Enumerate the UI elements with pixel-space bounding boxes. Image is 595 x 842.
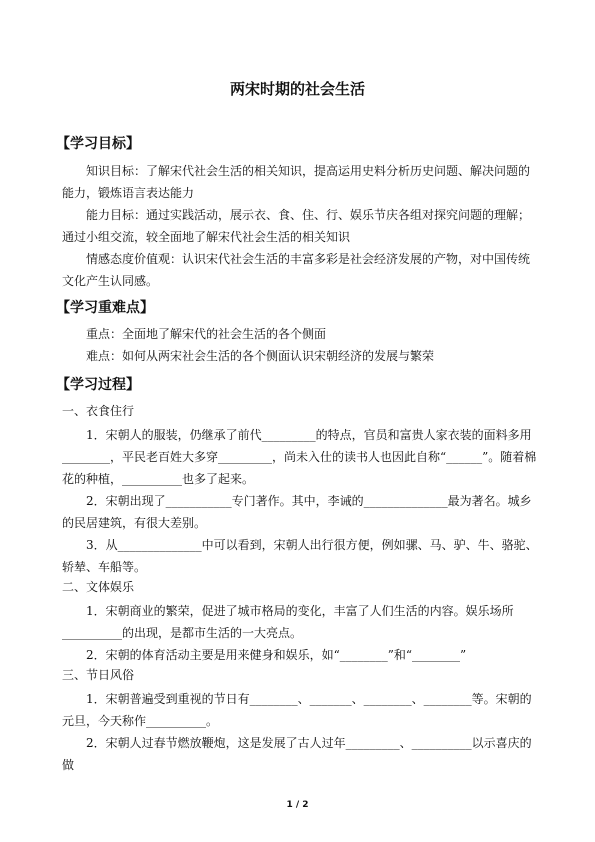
process-heading-3: 三、节日风俗 bbox=[62, 668, 135, 682]
goal-emotion: 情感态度价值观：认识宋代社会生活的丰富多彩是社会经济发展的产物，对中国传统文化产生认同感。 bbox=[62, 252, 531, 288]
key-difficulty: 难点：如何从两宋社会生活的各个侧面认识宋朝经济的发展与繁荣 bbox=[86, 349, 435, 363]
section-heading-process: 【学习过程】 bbox=[56, 377, 140, 393]
question-7: 2．宋朝人过春节燃放鞭炮，这是发展了古人过年_________、__________以示喜庆的做 bbox=[62, 736, 532, 772]
section-heading-goals: 【学习目标】 bbox=[56, 136, 140, 152]
page-number: 1 / 2 bbox=[286, 800, 309, 810]
question-5: 2．宋朝的体育活动主要是用来健身和娱乐，如“________”和“________” bbox=[86, 648, 467, 662]
process-heading-2: 二、文体娱乐 bbox=[62, 580, 135, 594]
question-2: 2．宋朝出现了___________专门著作。其中，李诫的______________最为著名。城乡的民居建筑，有很大差别。 bbox=[62, 494, 532, 530]
key-focus: 重点：全面地了解宋代的社会生活的各个侧面 bbox=[86, 327, 327, 341]
goal-knowledge: 知识目标：了解宋代社会生活的相关知识，提高运用史料分析历史问题、解决问题的能力，锻炼语言表达能力 bbox=[62, 164, 531, 200]
process-heading-1: 一、衣食住行 bbox=[62, 404, 135, 418]
question-4: 1．宋朝商业的繁荣，促进了城市格局的变化，丰富了人们生活的内容。娱乐场所__________的出现，是都市生活的一大亮点。 bbox=[62, 604, 514, 640]
page-title: 两宋时期的社会生活 bbox=[229, 80, 365, 98]
section-heading-key-points: 【学习重难点】 bbox=[56, 300, 154, 316]
question-6: 1．宋朝普遍受到重视的节日有________、_______、________、________等。宋朝的元旦，今天称作__________。 bbox=[62, 692, 532, 728]
question-1: 1．宋朝人的服装，仍继承了前代_________的特点，官员和富贵人家衣装的面料多用________，平民老百姓大多穿_________，尚未入仕的读书人也因此自称“______”。随着棉花的种植，__________也多了起来。 bbox=[62, 428, 537, 486]
goal-ability: 能力目标：通过实践活动，展示衣、食、住、行、娱乐节庆各组对探究问题的理解；通过小组交流，较全面地了解宋代社会生活的相关知识 bbox=[62, 208, 531, 244]
question-3: 3．从______________中可以看到，宋朝人出行很方便，例如骡、马、驴、牛、骆驼、轿辇、车船等。 bbox=[62, 538, 538, 574]
